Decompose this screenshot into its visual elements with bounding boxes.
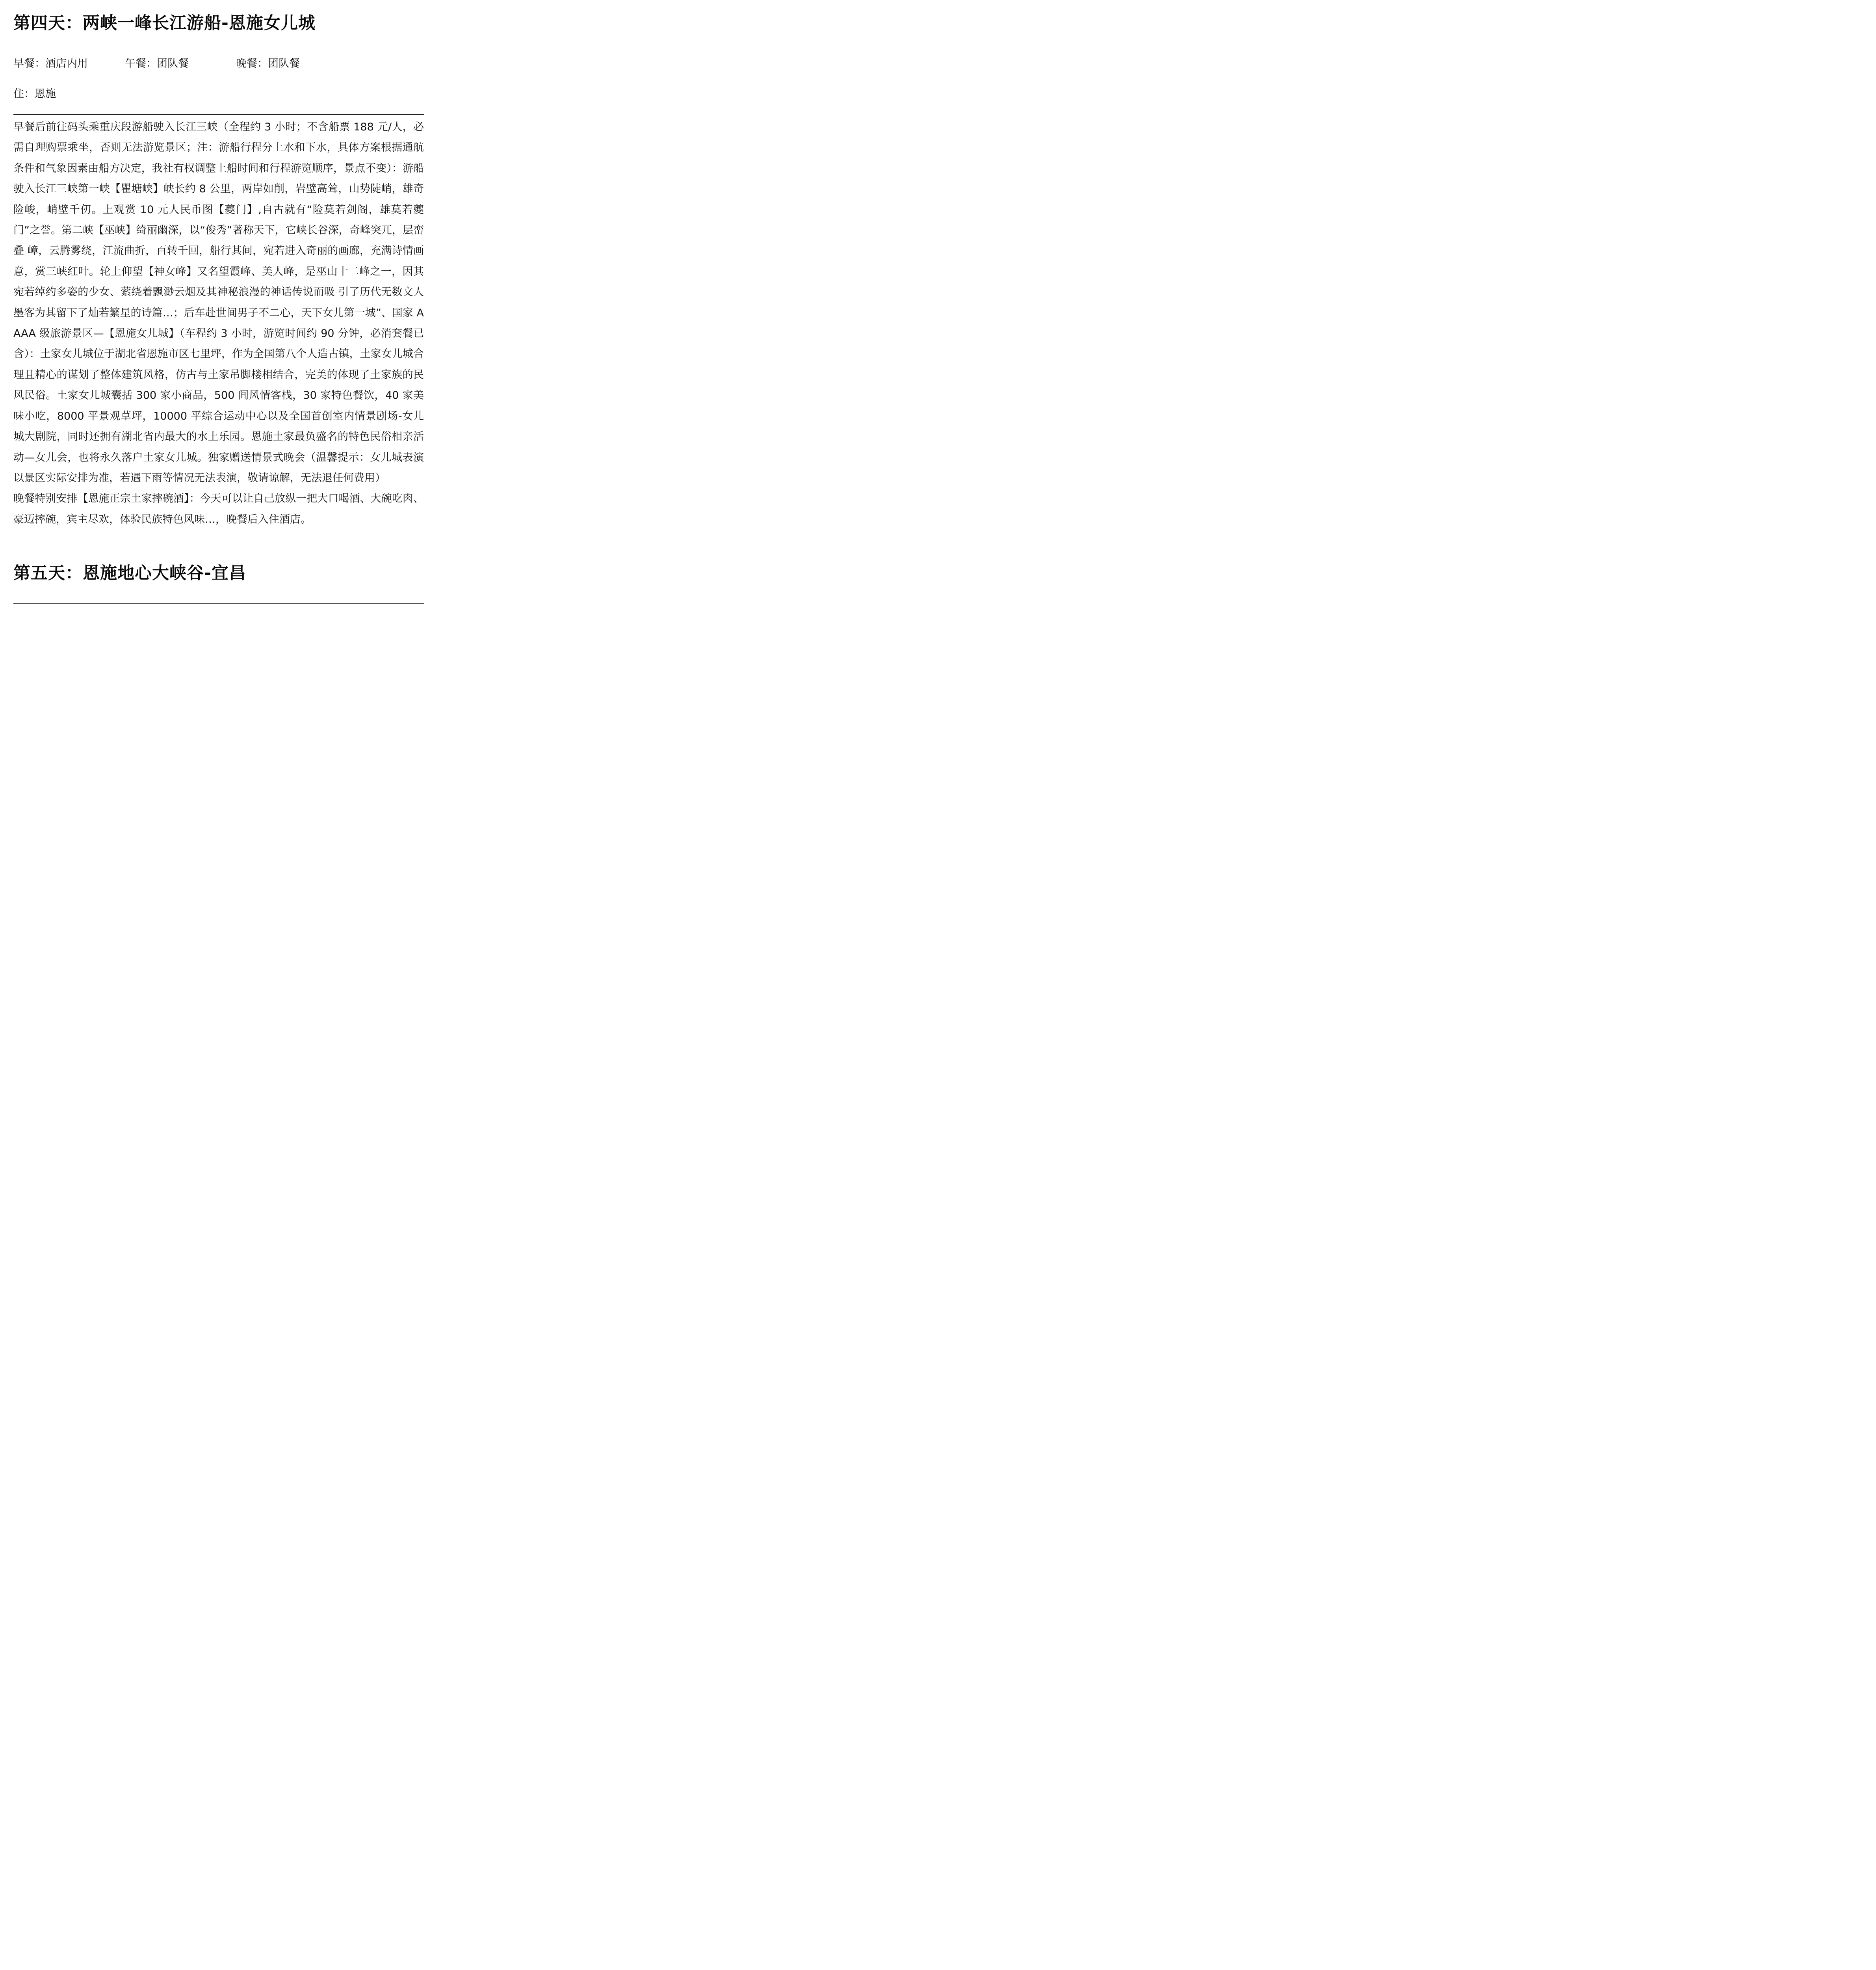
day4-paragraph-2: 晚餐特别安排【恩施正宗土家摔碗酒】：今天可以让自己放纵一把大口喝酒、大碗吃肉、豪迈摔碗，宾主尽欢，体验民族特色风味…，晚餐后入住酒店。 bbox=[13, 492, 424, 526]
divider bbox=[13, 114, 424, 115]
dinner-info: 晚餐：团队餐 bbox=[236, 58, 300, 70]
day4-paragraph-1: 早餐后前往码头乘重庆段游船驶入长江三峡（全程约 3 小时；不含船票 188 元/人，必需自理购票乘坐，否则无法游览景区；注：游船行程分上水和下水，具体方案根据通航条件和气象因素由船方决定，我社有权调整上船时间和行程游览顺序，景点不变）：游船驶入长江三峡第一峡【瞿塘峡】峡长约 8 公里，两岸如削，岩壁高耸，山势陡峭，雄奇险峻，峭壁千仞。上观赏 10 元人民币图【夔门】,自古就有“险莫若剑阁，雄莫若夔门”之誉。第二峡【巫峡】绮丽幽深，以“俊秀”著称天下，它峡长谷深，奇峰突兀，层峦叠 嶂，云腾雾绕，江流曲折，百转千回，船行其间，宛若进入奇丽的画廊，充满诗情画意，赏三峡红叶。轮上仰望【神女峰】又名望霞峰、美人峰，是巫山十二峰之一，因其宛若绰约多姿的少女、萦绕着飘渺云烟及其神秘浪漫的神话传说而吸 引了历代无数文人墨客为其留下了灿若繁星的诗篇…；后车赴世间男子不二心，天下女儿第一城”、国家 AAAA 级旅游景区—【恩施女儿城】（车程约 3 小时，游览时间约 90 分钟，必消套餐已含）：土家女儿城位于湖北省恩施市区七里坪，作为全国第八个人造古镇，土家女儿城合理且精心的谋划了整体建筑风格，仿古与土家吊脚楼相结合，完美的体现了土家族的民风民俗。土家女儿城囊括 300 家小商品，500 间风情客栈，30 家特色餐饮，40 家美味小吃，8000 平景观草坪，10000 平综合运动中心以及全国首创室内情景剧场-女儿城大剧院，同时还拥有湖北省内最大的水上乐园。恩施土家最负盛名的特色民俗相亲活动—女儿会，也将永久落户土家女儿城。独家赠送情景式晚会（温馨提示：女儿城表演以景区实际安排为准，若遇下雨等情况无法表演，敬请谅解，无法退任何费用） bbox=[13, 121, 424, 484]
day4-description bbox=[13, 117, 424, 530]
lunch-info: 午餐：团队餐 bbox=[125, 58, 189, 70]
meals-row bbox=[13, 57, 300, 71]
lodging-info: 住：恩施 bbox=[13, 88, 56, 100]
divider bbox=[13, 603, 424, 604]
day4-title: 第四天：两峡一峰长江游船-恩施女儿城 bbox=[13, 13, 316, 33]
breakfast-info: 早餐：酒店内用 bbox=[13, 58, 88, 70]
day5-title: 第五天：恩施地心大峡谷-宜昌 bbox=[13, 563, 246, 583]
